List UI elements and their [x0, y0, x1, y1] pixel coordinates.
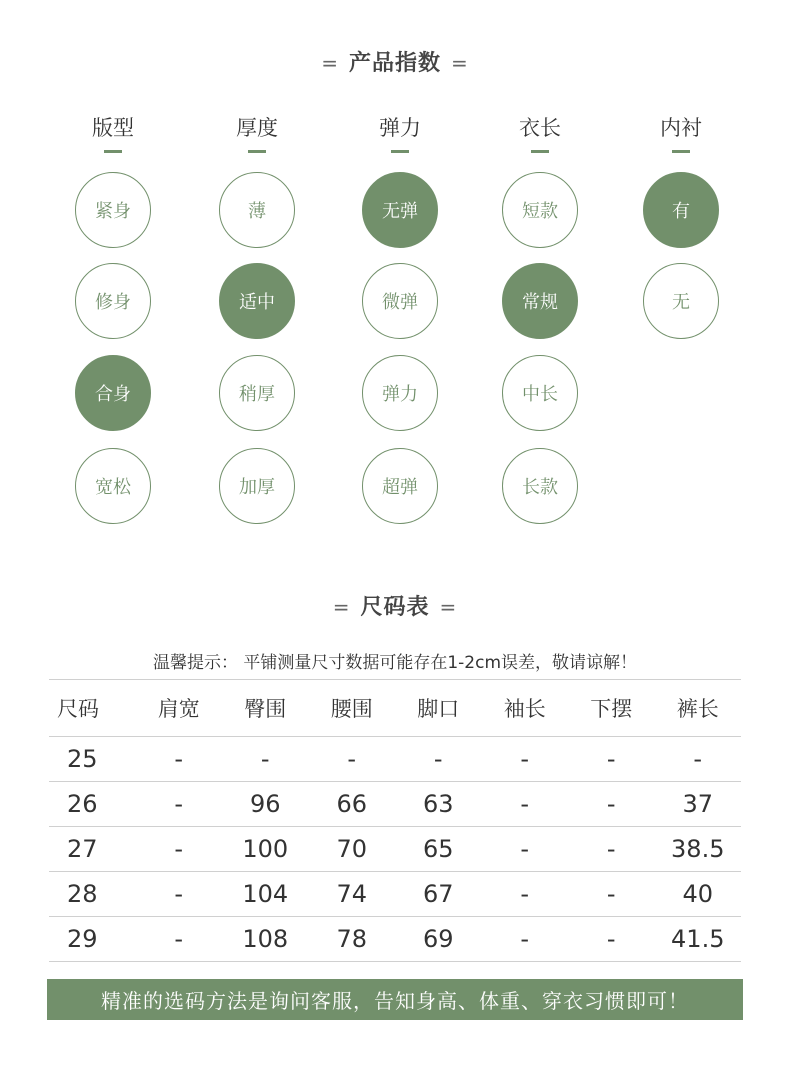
table-cell: 26 [49, 782, 136, 827]
table-cell: 70 [309, 827, 396, 872]
header-cell: 袖长 [482, 680, 569, 737]
index-column [621, 114, 741, 153]
table-cell: - [136, 782, 223, 827]
title-deco-right: = [439, 595, 458, 619]
index-option: 修身 [75, 263, 151, 339]
table-cell: 66 [309, 782, 396, 827]
table-cell: 78 [309, 917, 396, 962]
table-row [49, 827, 741, 872]
header-cell: 臀围 [222, 680, 309, 737]
table-cell: 28 [49, 872, 136, 917]
size-table [49, 679, 741, 962]
table-cell: - [568, 737, 655, 782]
measurement-note: 温馨提示： 平铺测量尺寸数据可能存在1-2cm误差，敬请谅解！ [152, 653, 638, 673]
table-cell: 41.5 [655, 917, 742, 962]
table-cell: 108 [222, 917, 309, 962]
product-index-title-text: 产品指数 [348, 51, 441, 76]
title-deco-left: = [321, 51, 339, 75]
header-cell: 肩宽 [136, 680, 223, 737]
index-option: 紧身 [75, 172, 151, 248]
index-column-heading: 弹力 [379, 116, 421, 140]
table-cell: 69 [395, 917, 482, 962]
header-cell: 脚口 [395, 680, 482, 737]
table-cell: - [568, 872, 655, 917]
header-cell: 尺码 [49, 680, 136, 737]
table-cell: 40 [655, 872, 742, 917]
index-option: 稍厚 [219, 355, 295, 431]
table-cell: 27 [49, 827, 136, 872]
table-cell: - [482, 737, 569, 782]
table-cell: 25 [49, 737, 136, 782]
table-cell: 96 [222, 782, 309, 827]
table-cell: - [395, 737, 482, 782]
table-cell: - [655, 737, 742, 782]
index-option-selected: 常规 [502, 263, 578, 339]
index-column [197, 114, 317, 153]
table-cell: - [309, 737, 396, 782]
index-option-selected: 合身 [75, 355, 151, 431]
title-deco-left: = [332, 595, 351, 619]
index-option: 加厚 [219, 448, 295, 524]
header-cell: 裤长 [655, 680, 742, 737]
table-cell: - [482, 782, 569, 827]
index-option-selected: 有 [643, 172, 719, 248]
heading-underline [531, 150, 549, 153]
index-column-heading: 厚度 [236, 116, 278, 140]
table-cell: - [136, 872, 223, 917]
heading-underline [391, 150, 409, 153]
index-option-selected: 适中 [219, 263, 295, 339]
table-row [49, 737, 741, 782]
table-cell: 63 [395, 782, 482, 827]
size-table-header [49, 680, 741, 737]
index-column-heading: 衣长 [519, 116, 561, 140]
table-cell: - [136, 737, 223, 782]
heading-underline [672, 150, 690, 153]
table-cell: 38.5 [655, 827, 742, 872]
index-option: 微弹 [362, 263, 438, 339]
size-chart-title [0, 590, 790, 621]
table-cell: - [568, 917, 655, 962]
table-cell: - [136, 827, 223, 872]
table-cell: - [482, 872, 569, 917]
product-index-title [0, 46, 790, 77]
table-cell: - [136, 917, 223, 962]
index-column [480, 114, 600, 153]
heading-underline [104, 150, 122, 153]
index-option: 弹力 [362, 355, 438, 431]
index-option-selected: 无弹 [362, 172, 438, 248]
index-option: 无 [643, 263, 719, 339]
index-option: 短款 [502, 172, 578, 248]
index-option: 超弹 [362, 448, 438, 524]
index-option: 长款 [502, 448, 578, 524]
table-cell: 29 [49, 917, 136, 962]
table-cell: 74 [309, 872, 396, 917]
table-row [49, 782, 741, 827]
table-cell: 37 [655, 782, 742, 827]
header-cell: 下摆 [568, 680, 655, 737]
table-cell: - [482, 827, 569, 872]
index-option: 中长 [502, 355, 578, 431]
index-option: 薄 [219, 172, 295, 248]
table-cell: 67 [395, 872, 482, 917]
index-column-heading: 内衬 [660, 116, 702, 140]
table-cell: 65 [395, 827, 482, 872]
index-option: 宽松 [75, 448, 151, 524]
table-cell: 100 [222, 827, 309, 872]
table-cell: 104 [222, 872, 309, 917]
footer-banner: 精准的选码方法是询问客服，告知身高、体重、穿衣习惯即可！ [47, 979, 743, 1020]
title-deco-right: = [451, 51, 469, 75]
header-cell: 腰围 [309, 680, 396, 737]
table-row [49, 872, 741, 917]
table-cell: - [568, 827, 655, 872]
table-cell: - [222, 737, 309, 782]
size-chart-title-text: 尺码表 [360, 595, 430, 620]
index-column [340, 114, 460, 153]
table-cell: - [568, 782, 655, 827]
index-column [53, 114, 173, 153]
table-cell: - [482, 917, 569, 962]
index-column-heading: 版型 [92, 116, 134, 140]
heading-underline [248, 150, 266, 153]
table-row [49, 917, 741, 962]
